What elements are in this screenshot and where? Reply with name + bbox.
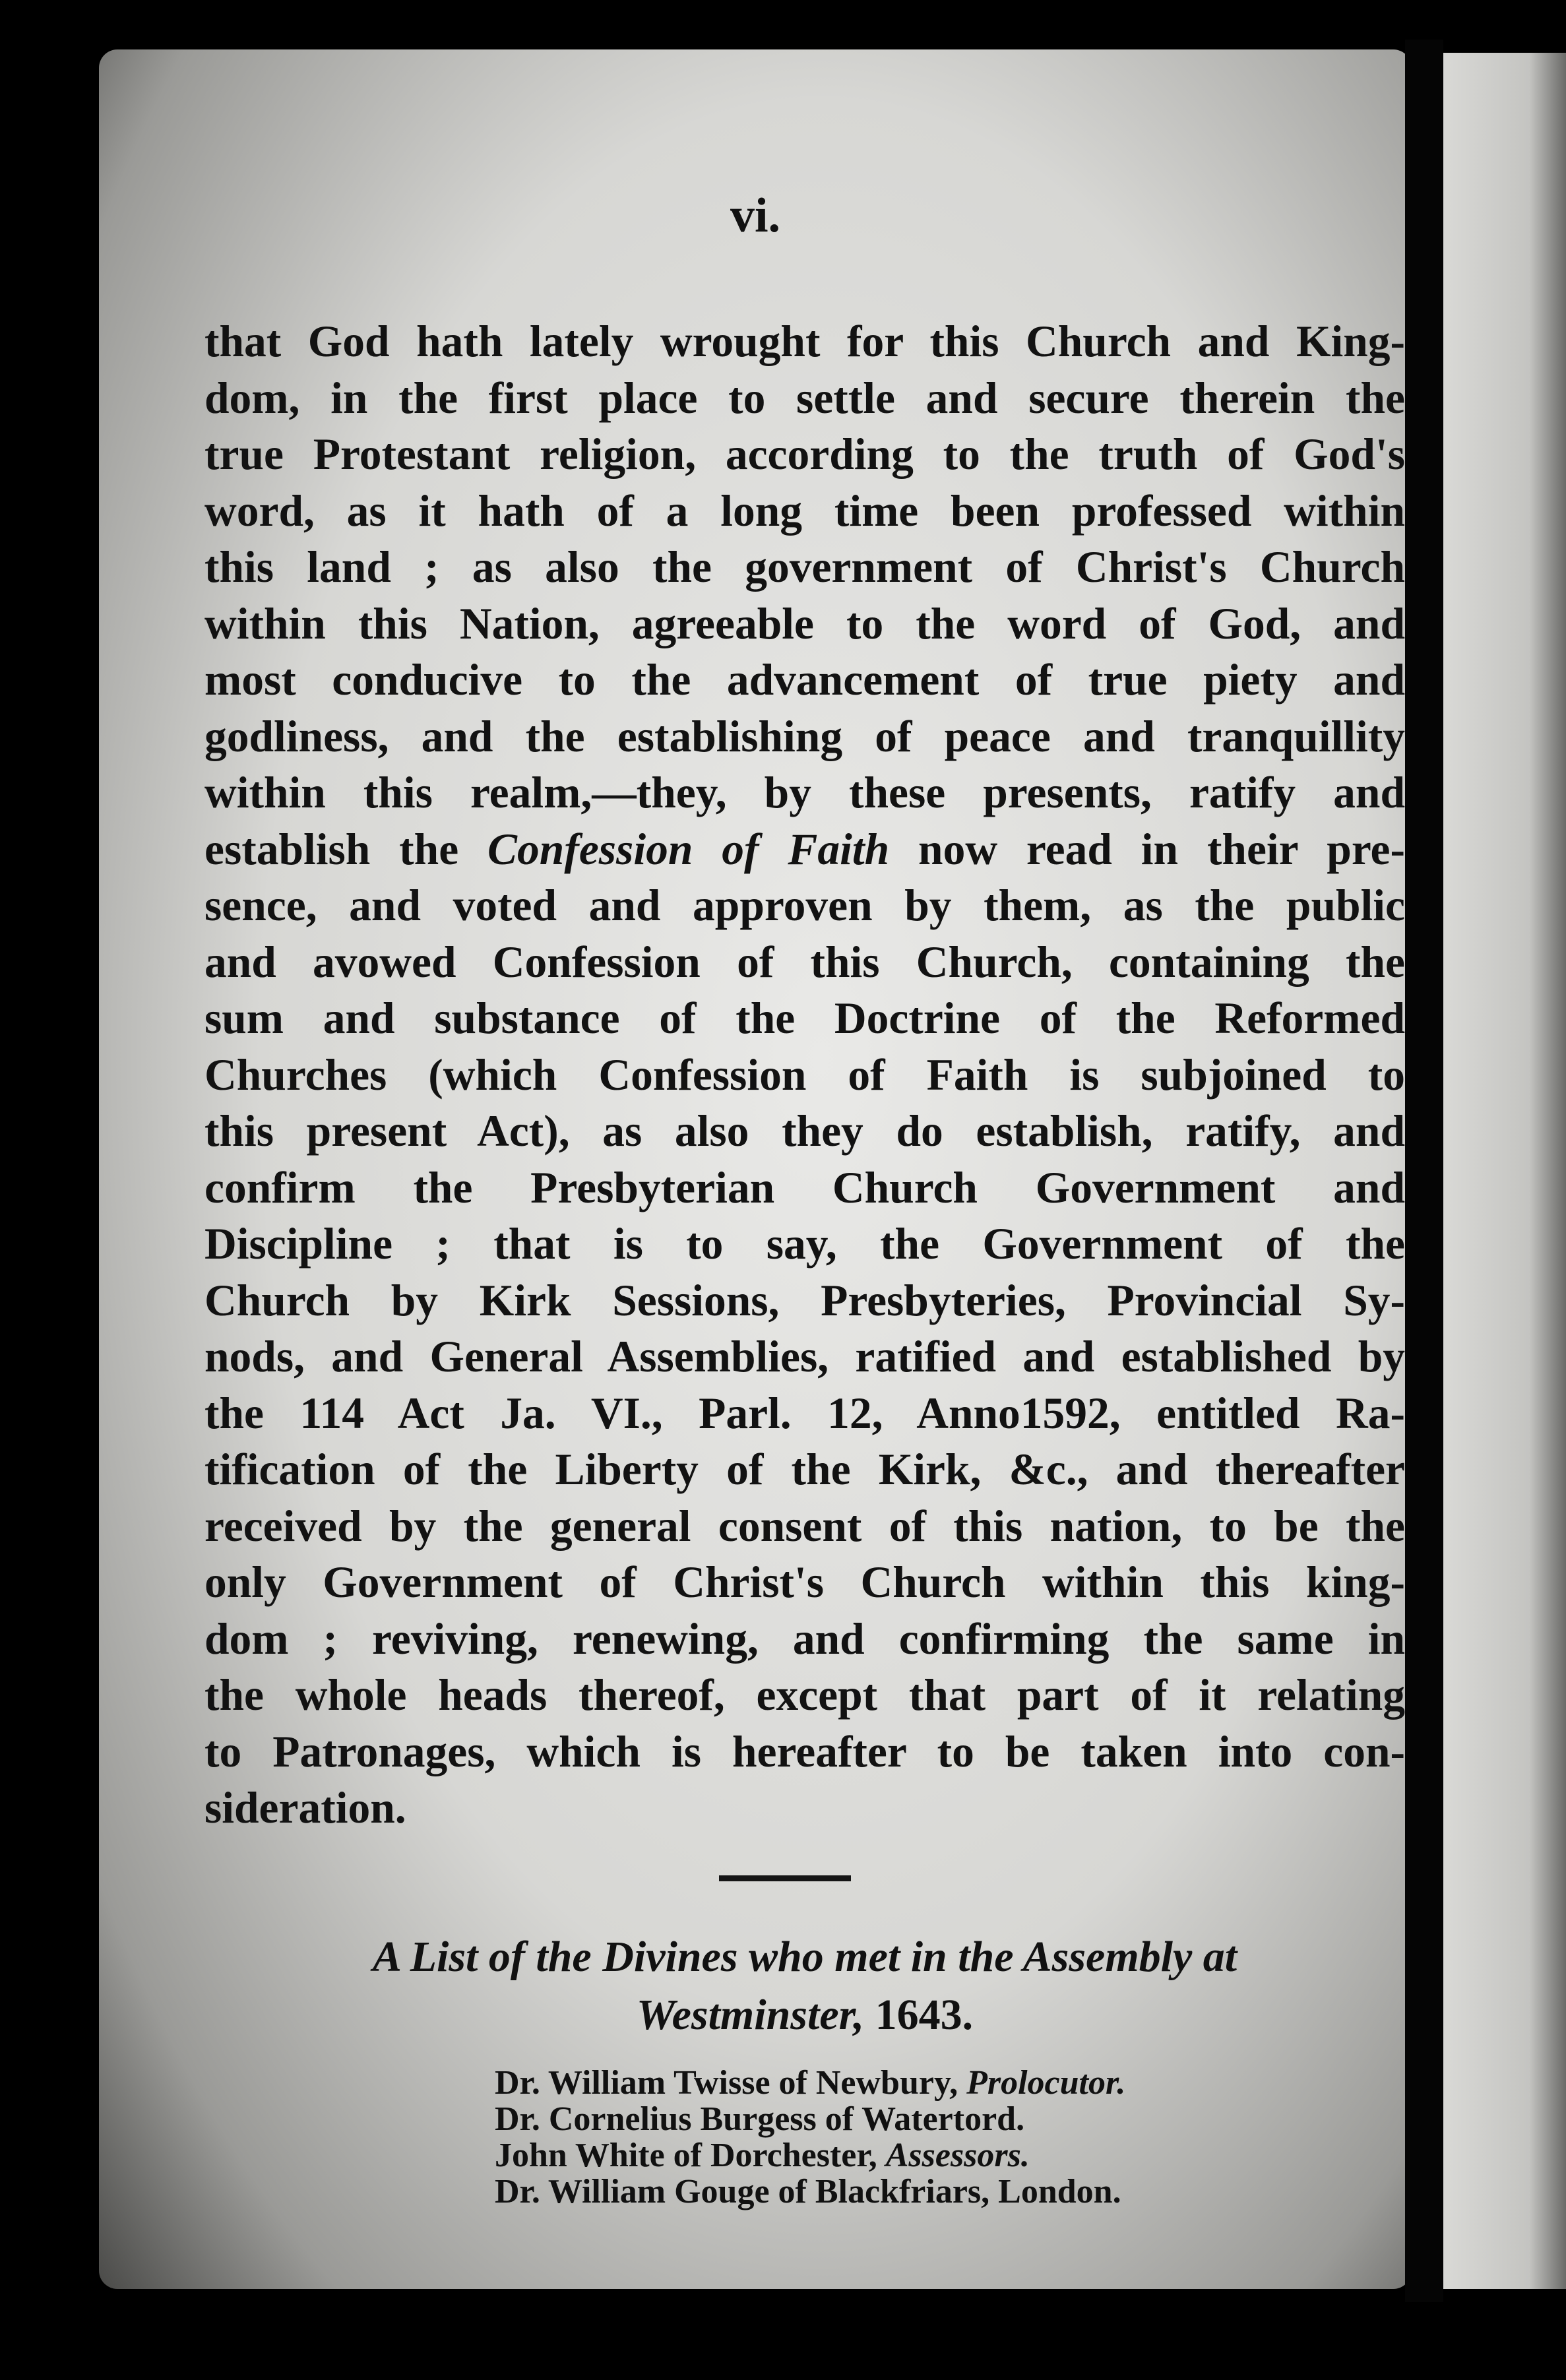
divine-name: Dr. William Twisse of Newbury, xyxy=(495,2064,967,2102)
text-line: the 114 Act Ja. VI., Parl. 12, Anno1592, entitled Ra- xyxy=(204,1388,1405,1438)
list-item xyxy=(495,2065,1125,2101)
divine-name: John White of Dorchester, xyxy=(495,2137,886,2174)
divines-list-heading xyxy=(204,1928,1405,2044)
text-line: within this realm,—they, by these presents, ratify and xyxy=(204,768,1405,817)
text-line: confirm the Presbyterian Church Government and xyxy=(204,1162,1405,1212)
text-line: this land ; as also the government of Christ's Church xyxy=(204,542,1405,592)
text-line-with-italic xyxy=(204,821,1405,878)
text-line: sence, and voted and approven by them, as the public xyxy=(204,881,1405,930)
page-number: vi. xyxy=(730,189,781,243)
text-line: the whole heads thereof, except that part of it relating xyxy=(204,1670,1405,1720)
act-body-text xyxy=(204,313,1405,1836)
text-line: tification of the Liberty of the Kirk, &c., and thereafter xyxy=(204,1445,1405,1494)
text-line: dom, in the first place to settle and secure therein the xyxy=(204,373,1405,423)
text-line: Discipline ; that is to say, the Government of the xyxy=(204,1219,1405,1268)
divine-role: Prolocutor. xyxy=(966,2064,1126,2102)
heading-line-2 xyxy=(204,1986,1405,2044)
book-page xyxy=(99,49,1412,2289)
text-line: true Protestant religion, according to the truth of God's xyxy=(204,429,1405,479)
divines-list xyxy=(495,2065,1125,2210)
text-line: Church by Kirk Sessions, Presbyteries, Provincial Sy- xyxy=(204,1275,1405,1325)
text-line: within this Nation, agreeable to the word of God, and xyxy=(204,598,1405,648)
text-line: and avowed Confession of this Church, containing the xyxy=(204,937,1405,987)
facing-page-edge xyxy=(1443,53,1566,2289)
divine-name: Dr. William Gouge of Blackfriars, London. xyxy=(495,2173,1121,2210)
list-item xyxy=(495,2101,1125,2137)
text-line: received by the general consent of this nation, to be the xyxy=(204,1501,1405,1551)
book-gutter xyxy=(1405,40,1443,2302)
text-line: this present Act), as also they do establish, ratify, and xyxy=(204,1106,1405,1156)
list-item xyxy=(495,2137,1125,2174)
text-line: that God hath lately wrought for this Church and King- xyxy=(204,317,1405,366)
text-line: dom ; reviving, renewing, and confirming the same in xyxy=(204,1613,1405,1664)
divine-name: Dr. Cornelius Burgess of Watertord. xyxy=(495,2100,1025,2138)
text-line: only Government of Christ's Church within this king- xyxy=(204,1557,1405,1607)
text-segment: now read in their pre- xyxy=(889,824,1405,874)
list-item xyxy=(495,2174,1125,2210)
divine-role: Assessors. xyxy=(885,2137,1030,2174)
confession-of-faith-italic: Confession of Faith xyxy=(487,824,890,874)
heading-place: Westminster, xyxy=(636,1991,865,2039)
text-segment: establish the xyxy=(204,824,488,874)
text-line: sum and substance of the Doctrine of the Reformed xyxy=(204,993,1405,1043)
text-line: nods, and General Assemblies, ratified and established by xyxy=(204,1332,1405,1381)
text-line: godliness, and the establishing of peace and tranquillity xyxy=(204,711,1405,761)
heading-year: 1643. xyxy=(864,1991,974,2039)
text-line: most conducive to the advancement of true piety and xyxy=(204,655,1405,705)
text-line: Churches (which Confession of Faith is subjoined to xyxy=(204,1049,1405,1100)
text-line: sideration. xyxy=(204,1783,406,1832)
text-line: to Patronages, which is hereafter to be taken into con- xyxy=(204,1726,1405,1776)
heading-line-1: A List of the Divines who met in the Assembly at xyxy=(372,1933,1237,1981)
text-line: word, as it hath of a long time been professed within xyxy=(204,485,1405,536)
section-divider xyxy=(719,1875,851,1881)
